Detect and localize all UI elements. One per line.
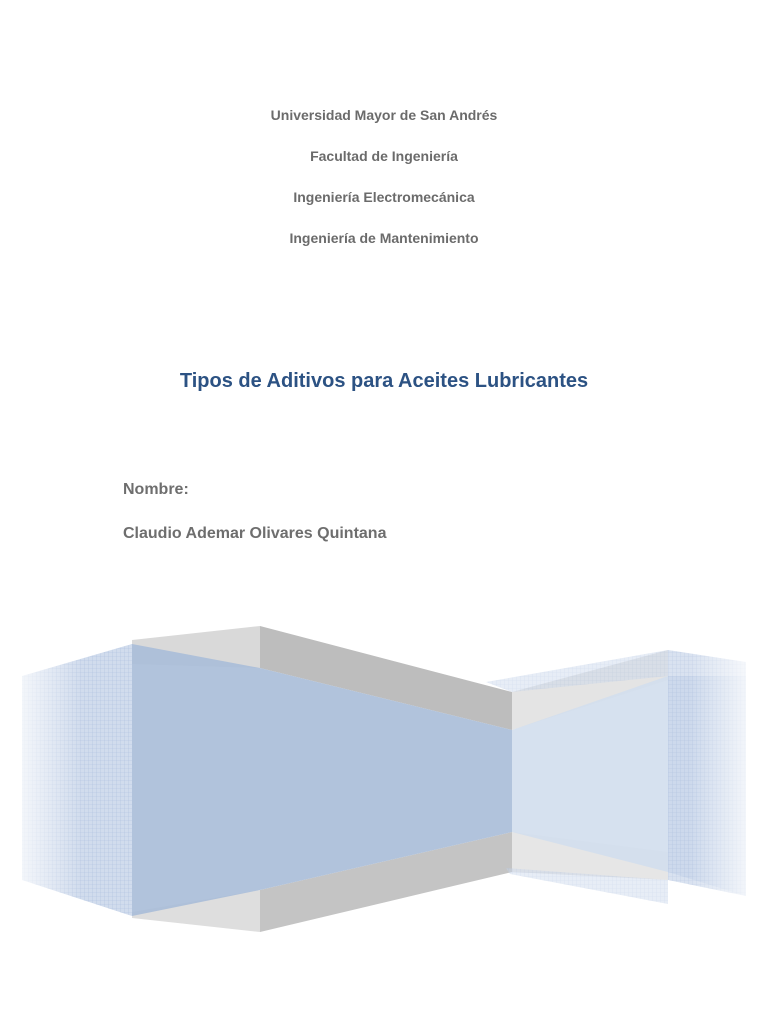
author-name: Claudio Ademar Olivares Quintana <box>123 525 387 542</box>
university-name: Universidad Mayor de San Andrés <box>270 107 498 123</box>
author-label: Nombre: <box>123 481 189 498</box>
faculty-name: Facultad de Ingeniería <box>310 148 458 164</box>
document-title: Tipos de Aditivos para Aceites Lubricantes <box>179 370 589 392</box>
cover-decoration-graphic <box>0 600 768 960</box>
department-name: Ingeniería Electromecánica <box>293 189 475 205</box>
course-name: Ingeniería de Mantenimiento <box>289 230 479 246</box>
